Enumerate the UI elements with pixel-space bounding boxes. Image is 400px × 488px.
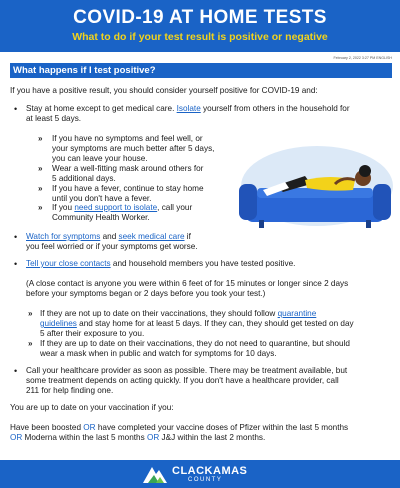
- sub3-b-line: wear a mask when in public and watch for symptoms for 10 days.: [40, 349, 277, 358]
- bullet3-line: Tell your close contacts and household members you have tested positive.: [26, 259, 296, 268]
- bullet-dot: •: [14, 104, 18, 114]
- county-logo-name: CLACKAMAS: [172, 465, 248, 477]
- boosted-line2: OR Moderna within the last 5 months OR J&J within the last 2 months.: [10, 433, 266, 442]
- arrow-bullet: »: [28, 339, 33, 348]
- bullet4-line: Call your healthcare provider as soon as possible. There may be treatment available, but: [26, 366, 348, 375]
- bullet4-line: 211 for help finding one.: [26, 386, 114, 395]
- sub1-d-line1: If you need support to isolate, call your: [52, 203, 193, 212]
- sub1-d-line2: Community Health Worker.: [52, 213, 150, 222]
- bullet-dot: •: [14, 259, 18, 269]
- resting-person-illustration: [235, 140, 395, 232]
- person-hair: [359, 165, 371, 177]
- date-stamp: February 2, 2022 3:27 PM ENGLISH: [333, 56, 392, 60]
- isolate-link[interactable]: Isolate: [176, 104, 201, 113]
- tell-contacts-link[interactable]: Tell your close contacts: [26, 259, 111, 268]
- arrow-bullet: »: [28, 309, 33, 318]
- bullet2-line2: you feel worried or if your symptoms get worse.: [26, 242, 198, 251]
- watch-symptoms-link[interactable]: Watch for symptoms: [26, 232, 101, 241]
- contact-note-line: before your symptoms began or 2 days before you took your test.): [26, 289, 266, 298]
- section-header: [10, 63, 392, 78]
- couch-arm-left: [239, 184, 257, 220]
- sub1-c-line: until you don't have a fever.: [52, 194, 152, 203]
- couch-leg: [366, 220, 371, 228]
- page-subtitle: What to do if your test result is positive or negative: [72, 31, 328, 43]
- arrow-bullet: »: [38, 203, 43, 212]
- clackamas-mountain-icon: [142, 464, 168, 484]
- arrow-bullet: »: [38, 184, 43, 193]
- header-banner: [0, 0, 400, 52]
- bullet-dot: •: [14, 232, 18, 242]
- bullet-dot: •: [14, 366, 18, 376]
- section-title: What happens if I test positive?: [13, 65, 156, 76]
- seek-care-link[interactable]: seek medical care: [118, 232, 185, 241]
- sub1-b-line: Wear a well-fitting mask around others for: [52, 164, 204, 173]
- couch-body: [245, 194, 385, 222]
- bullet1-line2: at least 5 days.: [26, 114, 82, 123]
- bullet4-line: some treatment depends on acting quickly. If you don't have a healthcare provider, call: [26, 376, 339, 385]
- uptodate-heading: You are up to date on your vaccination if you:: [10, 403, 174, 412]
- support-isolate-link[interactable]: need support to isolate: [74, 203, 158, 212]
- county-logo-sub: COUNTY: [188, 477, 223, 483]
- sub3-a-line3: 5 after their exposure to you.: [40, 329, 145, 338]
- sub1-a-line: If you have no symptoms and feel well, or: [52, 134, 203, 143]
- arrow-bullet: »: [38, 134, 43, 143]
- sub3-b-line: If they are up to date on their vaccinations, they do not need to quarantine, but should: [40, 339, 350, 348]
- bullet2-line1: Watch for symptoms and seek medical care if: [26, 232, 191, 241]
- bullet1-line1: Stay at home except to get medical care. Isolate yourself from others in the household for: [26, 104, 350, 113]
- contact-note-line: (A close contact is anyone you were within 6 feet of for 15 minutes or longer since 2 days: [26, 279, 349, 288]
- sub1-c-line: If you have a fever, continue to stay home: [52, 184, 204, 193]
- sub1-a-line: you can leave your house.: [52, 154, 148, 163]
- quarantine-link[interactable]: quarantine: [277, 309, 317, 318]
- guidelines-link[interactable]: guidelines: [40, 319, 77, 328]
- sub3-a-line1: If they are not up to date on their vaccinations, they should follow quarantine: [40, 309, 317, 318]
- page-title: COVID-19 AT HOME TESTS: [73, 7, 327, 28]
- sub1-b-line: 5 additional days.: [52, 174, 116, 183]
- sub3-a-line2: guidelines and stay home for at least 5 days. If they can, they should get tested on day: [40, 319, 354, 328]
- couch-arm-right: [373, 184, 391, 220]
- intro-text: If you have a positive result, you should consider yourself positive for COVID-19 and:: [10, 86, 318, 95]
- couch-leg: [259, 220, 264, 228]
- sub1-a-line: your symptoms are much better after 5 days,: [52, 144, 215, 153]
- arrow-bullet: »: [38, 164, 43, 173]
- boosted-line1: Have been boosted OR have completed your vaccine doses of Pfizer within the last 5 months: [10, 423, 349, 432]
